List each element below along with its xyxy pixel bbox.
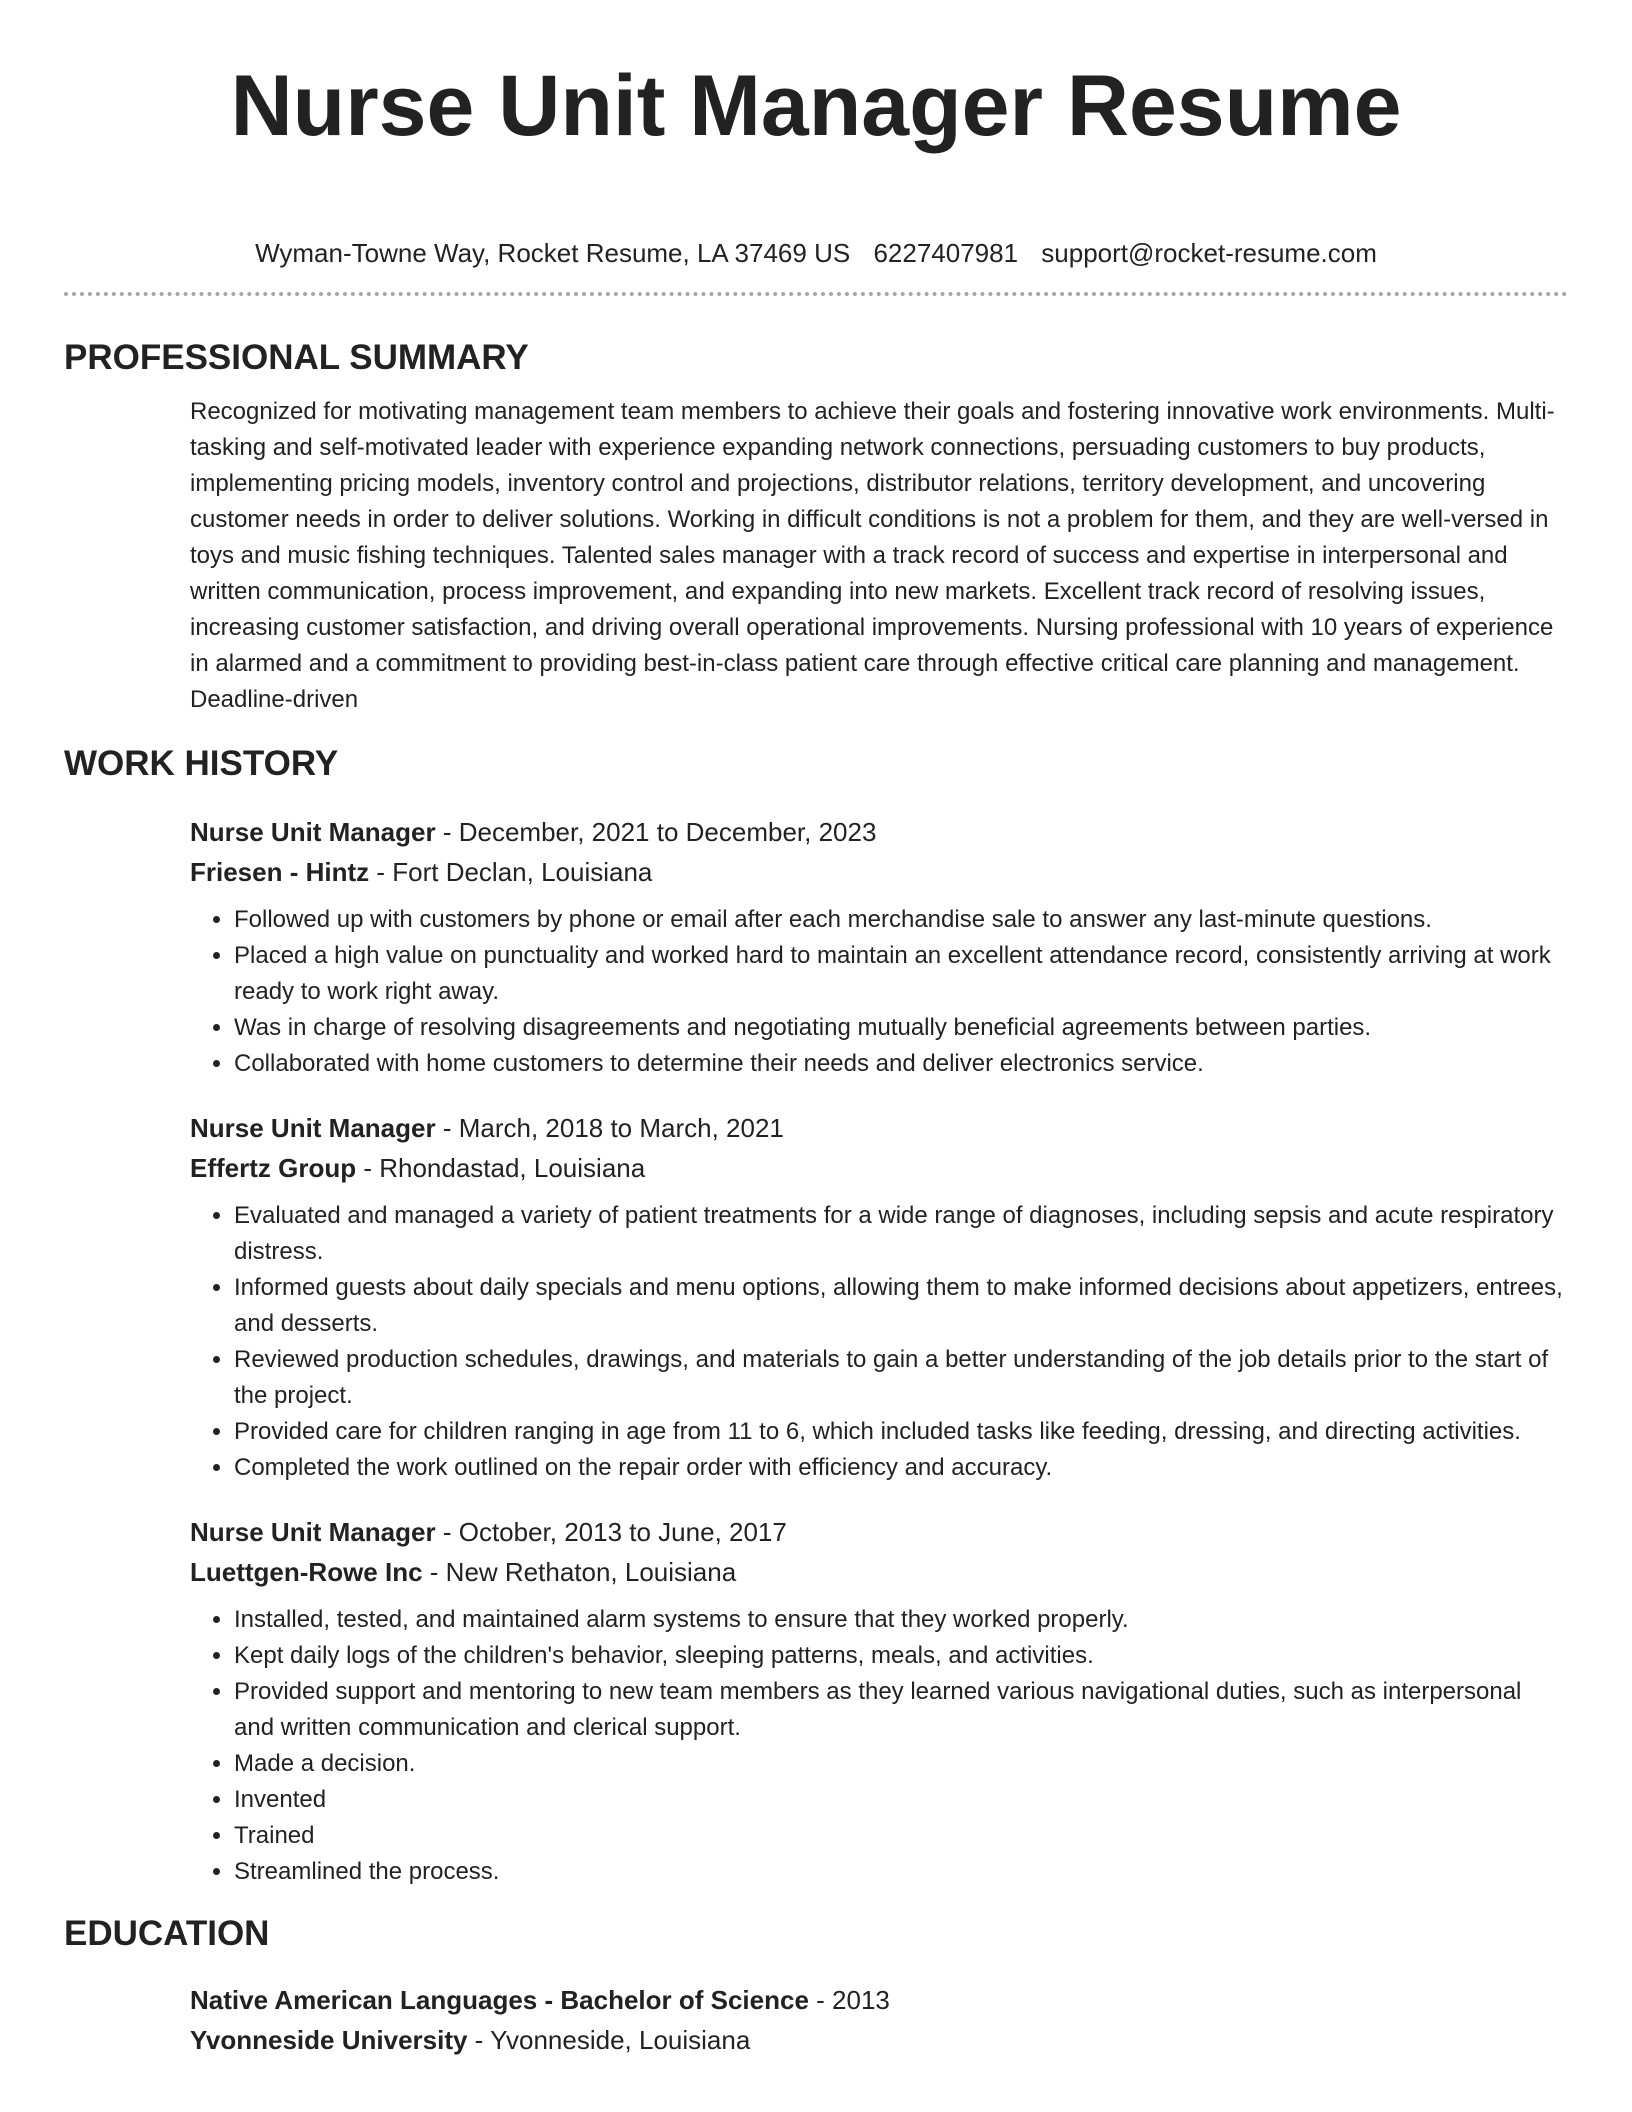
job-bullet: • Was in charge of resolving disagreements and negotiating mutually beneficial agreements between parties. bbox=[234, 1010, 1568, 1046]
job-bullet: • Followed up with customers by phone or email after each merchandise sale to answer any last-minute questions. bbox=[234, 902, 1568, 938]
resume-title: Nurse Unit Manager Resume bbox=[230, 58, 1402, 154]
job-bullet: • Streamlined the process. bbox=[234, 1854, 1568, 1890]
degree-line bbox=[190, 1980, 1568, 2020]
job-bullets bbox=[190, 1198, 1568, 1486]
job-company: Effertz Group bbox=[190, 1153, 357, 1183]
job-dates: - March, 2018 to March, 2021 bbox=[435, 1113, 784, 1143]
job-bullet: • Informed guests about daily specials and menu options, allowing them to make informed decisions about appetizers, entrees, and desserts. bbox=[234, 1270, 1568, 1342]
job-company-line bbox=[190, 1148, 1568, 1188]
job-bullet: • Placed a high value on punctuality and worked hard to maintain an excellent attendance record, consistently arriving at work ready to work right away. bbox=[234, 938, 1568, 1010]
job-company: Luettgen-Rowe Inc bbox=[190, 1557, 423, 1587]
job-location: - Rhondastad, Louisiana bbox=[356, 1153, 646, 1183]
job-entry bbox=[190, 1512, 1568, 1890]
job-title: Nurse Unit Manager bbox=[190, 1113, 436, 1143]
work-history-section bbox=[64, 812, 1568, 1890]
job-bullet: • Collaborated with home customers to determine their needs and deliver electronics service. bbox=[234, 1046, 1568, 1082]
education-section bbox=[64, 1980, 1568, 2060]
education-entry bbox=[190, 1980, 1568, 2060]
job-company-line bbox=[190, 852, 1568, 892]
job-title: Nurse Unit Manager bbox=[190, 1517, 436, 1547]
job-bullet: • Invented bbox=[234, 1782, 1568, 1818]
job-dates: - December, 2021 to December, 2023 bbox=[435, 817, 877, 847]
job-bullet: • Provided support and mentoring to new team members as they learned various navigational duties, such as interpersonal and written communication and clerical support. bbox=[234, 1674, 1568, 1746]
contact-address: Wyman-Towne Way, Rocket Resume, LA 37469 US bbox=[255, 238, 851, 268]
job-title-line bbox=[190, 1512, 1568, 1552]
job-bullet: • Installed, tested, and maintained alarm systems to ensure that they worked properly. bbox=[234, 1602, 1568, 1638]
job-company: Friesen - Hintz bbox=[190, 857, 370, 887]
job-bullets bbox=[190, 902, 1568, 1082]
job-title-line bbox=[190, 1108, 1568, 1148]
header-divider bbox=[64, 292, 1568, 296]
contact-line bbox=[64, 236, 1568, 270]
job-title: Nurse Unit Manager bbox=[190, 817, 436, 847]
job-location: - New Rethaton, Louisiana bbox=[422, 1557, 737, 1587]
job-location: - Fort Declan, Louisiana bbox=[369, 857, 653, 887]
job-entry bbox=[190, 1108, 1568, 1486]
job-bullet: • Reviewed production schedules, drawings, and materials to gain a better understanding of the job details prior to the start of the project. bbox=[234, 1342, 1568, 1414]
job-bullet: • Trained bbox=[234, 1818, 1568, 1854]
contact-email: support@rocket-resume.com bbox=[1041, 238, 1377, 268]
school-line bbox=[190, 2020, 1568, 2060]
contact-phone: 6227407981 bbox=[873, 238, 1019, 268]
job-bullet: • Made a decision. bbox=[234, 1746, 1568, 1782]
summary-section bbox=[64, 394, 1568, 718]
job-dates: - October, 2013 to June, 2017 bbox=[435, 1517, 787, 1547]
work-history-heading: WORK HISTORY bbox=[64, 744, 339, 783]
job-company-line bbox=[190, 1552, 1568, 1592]
job-entry bbox=[190, 812, 1568, 1082]
education-heading: EDUCATION bbox=[64, 1914, 270, 1953]
job-bullet: • Provided care for children ranging in age from 11 to 6, which included tasks like feeding, dressing, and directing activities. bbox=[234, 1414, 1568, 1450]
job-bullet: • Evaluated and managed a variety of patient treatments for a wide range of diagnoses, including sepsis and acute respiratory distress. bbox=[234, 1198, 1568, 1270]
degree-year: - 2013 bbox=[808, 1985, 890, 2015]
job-bullets bbox=[190, 1602, 1568, 1890]
school-location: - Yvonneside, Louisiana bbox=[467, 2025, 751, 2055]
job-bullet: • Completed the work outlined on the repair order with efficiency and accuracy. bbox=[234, 1450, 1568, 1486]
summary-text: Recognized for motivating management team members to achieve their goals and fostering innovative work environments. Multi-tasking and self-motivated leader with experience expanding network connections, persuading customers to buy products, implementing pricing models, inventory control and projections, distributor relations, territory development, and uncovering customer needs in order to deliver solutions. Working in difficult conditions is not a problem for them, and they are well-versed in toys and music fishing techniques. Talented sales manager with a track record of success and expertise in interpersonal and written communication, process improvement, and expanding into new markets. Excellent track record of resolving issues, increasing customer satisfaction, and driving overall operational improvements. Nursing professional with 10 years of experience in alarmed and a commitment to providing best-in-class patient care through effective critical care planning and management. Deadline-driven bbox=[190, 398, 1555, 713]
summary-heading: PROFESSIONAL SUMMARY bbox=[64, 338, 529, 377]
job-title-line bbox=[190, 812, 1568, 852]
degree: Native American Languages - Bachelor of Science bbox=[190, 1985, 809, 2015]
school: Yvonneside University bbox=[190, 2025, 468, 2055]
job-bullet: • Kept daily logs of the children's behavior, sleeping patterns, meals, and activities. bbox=[234, 1638, 1568, 1674]
